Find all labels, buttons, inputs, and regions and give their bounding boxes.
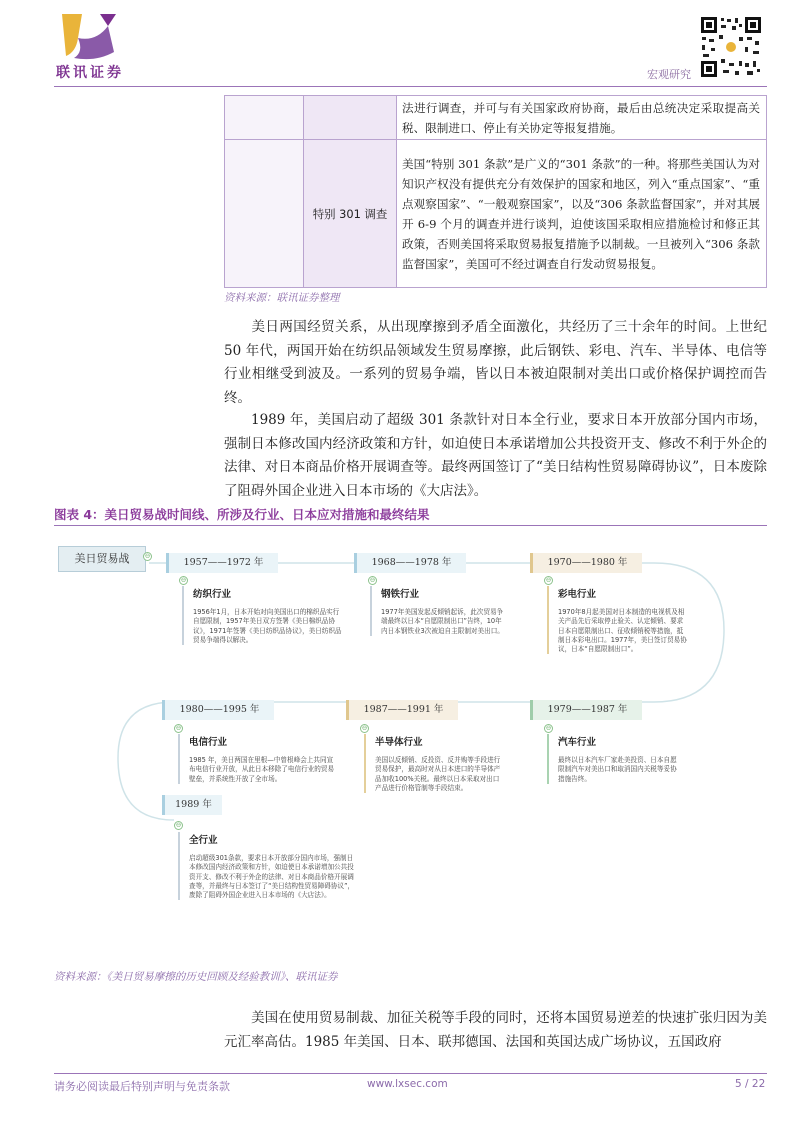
table-cell <box>225 140 304 288</box>
industry-title: 汽车行业 <box>558 737 597 748</box>
table-cell <box>304 96 397 140</box>
table-cell: 法进行调查，并可与有关国家政府协商，最后由总统决定采取提高关税、限制进口、停止有关协定等报复措施。 <box>397 96 767 140</box>
industry-text: 最终以日本汽车厂家赴美投资、日本自愿限制汽车对美出口和取消国内关税等妥协措施告终。 <box>558 756 677 783</box>
page-number: 5 / 22 <box>735 1078 766 1090</box>
header-divider <box>54 86 767 87</box>
brand-logo-icon <box>56 12 122 62</box>
industry-text: 启动超级301条款，要求日本开放部分国内市场，强制日本修改国内经济政策和方针，如迫使日本承诺增加公共投资开支、修改不利于外企的法律、对日本商品价格开展调查等，并最终与日本签订了“美日结构性贸易障碍协议”，废除了阻碍外国企业进入日本市场的《大店法》。 <box>189 854 355 900</box>
timeline-dot: ⊖ <box>175 821 182 829</box>
industry-title: 电信行业 <box>189 737 228 748</box>
industry-box <box>182 586 342 645</box>
footer-website[interactable]: www.lxsec.com <box>367 1078 448 1090</box>
industry-box <box>178 734 338 784</box>
industry-text: 1970年8月起美国对日本制造的电视机及相关产品先后采取停止验关、认定倾销、要求日本自愿限制出口、征收倾销税等措施，抵制日本彩电出口。1977年，美日签订贸易协议，日本“自愿限制出口”。 <box>558 608 687 654</box>
period-label: 1968——1978 年 <box>354 553 466 573</box>
table-row <box>225 140 767 288</box>
period-label: 1987——1991 年 <box>346 700 458 720</box>
header-section-label: 宏观研究 <box>647 68 691 81</box>
period-label: 1979——1987 年 <box>530 700 642 720</box>
industry-title: 钢铁行业 <box>381 589 420 600</box>
footer-disclaimer[interactable]: 请务必阅读最后特别声明与免责条款 <box>54 1080 230 1093</box>
industry-title: 半导体行业 <box>375 737 423 748</box>
trade-measures-table <box>224 95 767 288</box>
timeline-figure <box>54 530 767 962</box>
industry-box <box>364 734 504 793</box>
timeline-dot: ⊖ <box>144 552 151 560</box>
timeline-dot: ⊖ <box>545 576 552 584</box>
industry-text: 1977年美国发起反倾销起诉，此次贸易争端最终以日本“自愿限制出口”告终，10年内日本钢铁业3次被迫自主限制对美出口。 <box>381 608 504 635</box>
timeline-dot: ⊖ <box>369 576 376 584</box>
industry-text: 美国以反倾销、反投资、反并购等手段进行贸易保护，最高时对从日本进口的半导体产品加收100%关税。最终以日本采取对出口产品进行价格管制等手段结束。 <box>375 756 501 792</box>
table-cell: 美国“特别 301 条款”是广义的“301 条款”的一种。将那些美国认为对知识产权没有提供充分有效保护的国家和地区，列入“重点国家”、“重点观察国家”、“一般观察国家”，以及“306 条款监督国家”，并对其展开 6-9 个月的调查并进行谈判，迫使该国采取相应措施检讨和修正其政策，否则美国将采取贸易报复措施予以制裁。一旦被列入“306 条款监督国家”，美国可不经过调查自行发动贸易报复。 <box>397 140 767 288</box>
figure-source: 资料来源：《美日贸易摩擦的历史回顾及经验教训》、联讯证券 <box>54 971 338 983</box>
timeline-dot: ⊖ <box>361 724 368 732</box>
industry-text: 1985 年，美日两国在里根—中曾根峰会上共同宣布电信行业开放，从此日本移除了电信行业的贸易壁垒，并系统性开放了全市场。 <box>189 756 335 783</box>
industry-box <box>178 832 358 900</box>
body-paragraph: 美日两国经贸关系，从出现摩擦到矛盾全面激化，共经历了三十余年的时间。上世纪 50 年代，两国开始在纺织品领域发生贸易摩擦，此后钢铁、彩电、汽车、半导体、电信等行业相继受到波及。一系列的贸易争端，皆以日本被迫限制对美出口或价格保护调控而告终。 <box>224 319 767 406</box>
industry-title: 纺织行业 <box>193 589 232 600</box>
industry-text: 1956年1月，日本开始对向美国出口的棉织品实行自愿限制，1957年美日双方签署《美日棉织品协议》，1971年签署《美日纺织品协议》，美日纺织品贸易争端得以解决。 <box>193 608 342 644</box>
brand-name: 联讯证券 <box>56 65 124 81</box>
industry-title: 全行业 <box>189 835 218 846</box>
period-label: 1957——1972 年 <box>166 553 278 573</box>
footer-divider <box>54 1073 767 1074</box>
root-node: 美日贸易战 <box>58 546 146 572</box>
qr-code-icon <box>699 15 763 79</box>
timeline-dot: ⊖ <box>180 576 187 584</box>
table-row <box>225 96 767 140</box>
table-source: 资料来源：联讯证券整理 <box>224 292 340 304</box>
table-cell: 特别 301 调查 <box>304 140 397 288</box>
industry-title: 彩电行业 <box>558 589 597 600</box>
figure-divider <box>54 525 767 526</box>
timeline-dot: ⊖ <box>545 724 552 732</box>
figure-title: 图表 4：美日贸易战时间线、所涉及行业、日本应对措施和最终结果 <box>54 507 430 522</box>
industry-box <box>547 586 687 654</box>
body-paragraph: 美国在使用贸易制裁、加征关税等手段的同时，还将本国贸易逆差的快速扩张归因为美元汇率高估。1985 年美国、日本、联邦德国、法国和英国达成广场协议，五国政府 <box>224 1010 767 1050</box>
period-label: 1989 年 <box>162 795 222 815</box>
timeline-dot: ⊖ <box>175 724 182 732</box>
period-label: 1970——1980 年 <box>530 553 642 573</box>
period-label: 1980——1995 年 <box>162 700 274 720</box>
table-cell <box>225 96 304 140</box>
body-paragraph: 1989 年，美国启动了超级 301 条款针对日本全行业，要求日本开放部分国内市场，强制日本修改国内经济政策和方针，如迫使日本承诺增加公共投资开支、修改不利于外企的法律、对日本商品价格开展调查等。最终两国签订了“美日结构性贸易障碍协议”，日本废除了阻碍外国企业进入日本市场的《大店法》。 <box>224 412 767 499</box>
industry-box <box>547 734 677 784</box>
industry-box <box>370 586 505 636</box>
